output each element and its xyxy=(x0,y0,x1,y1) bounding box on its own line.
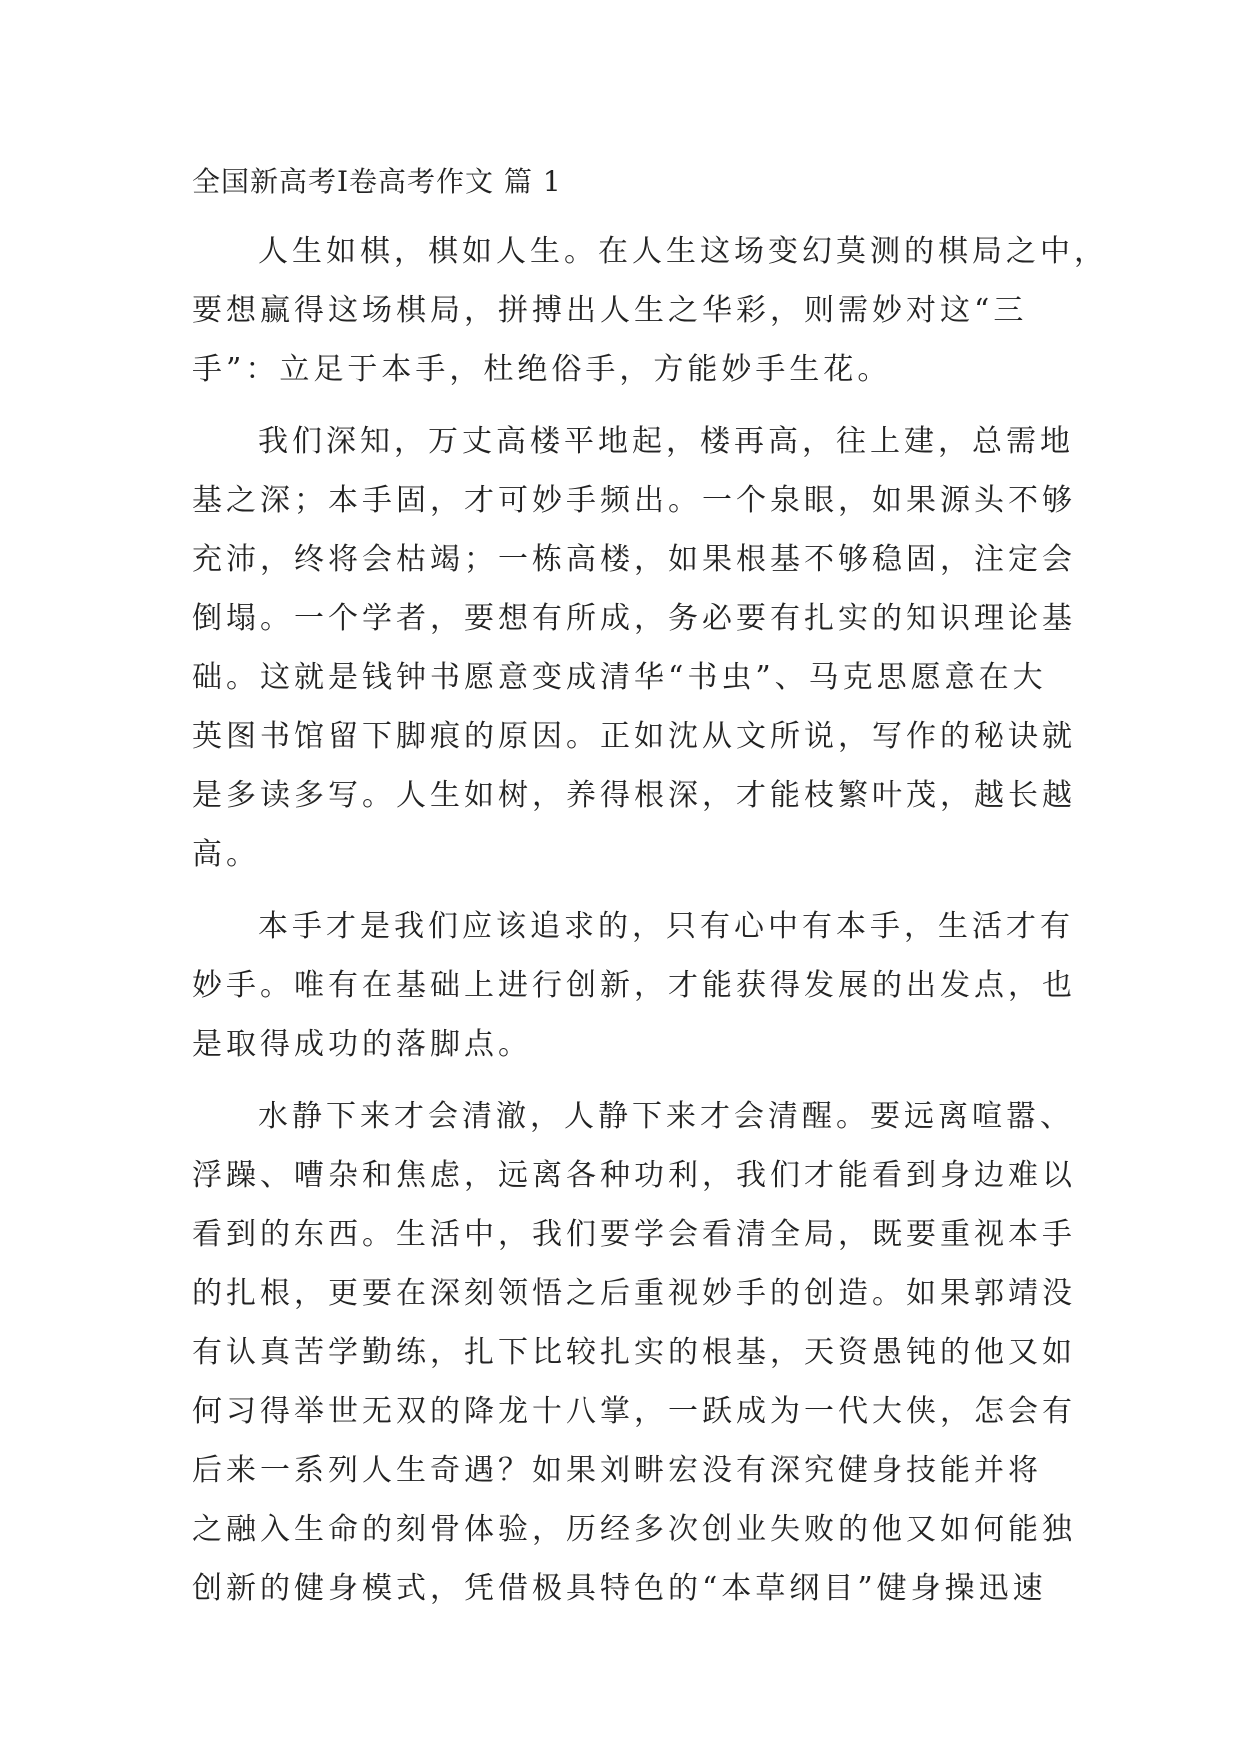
paragraph xyxy=(192,897,1076,1074)
text-line: 的扎根，更要在深刻领悟之后重视妙手的创造。如果郭靖没 xyxy=(192,1276,1076,1311)
text-line: 之融入生命的刻骨体验，历经多次创业失败的他又如何能独 xyxy=(192,1512,1076,1547)
text-line: 有认真苦学勤练，扎下比较扎实的根基，天资愚钝的他又如 xyxy=(192,1335,1076,1370)
paragraph xyxy=(192,412,1076,884)
text-line: 倒塌。一个学者，要想有所成，务必要有扎实的知识理论基 xyxy=(192,601,1076,636)
text-line: 是取得成功的落脚点。 xyxy=(192,1027,532,1062)
document-title: 全国新高考Ⅰ卷高考作文 篇 1 xyxy=(192,165,562,198)
text-line: 是多读多写。人生如树，养得根深，才能枝繁叶茂，越长越 xyxy=(192,778,1076,813)
text-line: 础。这就是钱钟书愿意变成清华“书虫”、马克思愿意在大 xyxy=(192,660,1047,695)
text-line: 本手才是我们应该追求的，只有心中有本手，生活才有 xyxy=(258,909,1074,944)
text-line: 后来一系列人生奇遇？如果刘畊宏没有深究健身技能并将 xyxy=(192,1453,1042,1488)
text-line: 基之深；本手固，才可妙手频出。一个泉眼，如果源头不够 xyxy=(192,483,1076,518)
text-line: 创新的健身模式，凭借极具特色的“本草纲目”健身操迅速 xyxy=(192,1571,1047,1606)
text-line: 高。 xyxy=(192,837,260,872)
text-line: 人生如棋，棋如人生。在人生这场变幻莫测的棋局之中， xyxy=(258,234,1108,269)
paragraph xyxy=(192,1087,1076,1618)
text-line: 何习得举世无双的降龙十八掌，一跃成为一代大侠，怎会有 xyxy=(192,1394,1076,1429)
text-line: 看到的东西。生活中，我们要学会看清全局，既要重视本手 xyxy=(192,1217,1076,1252)
paragraph xyxy=(192,222,1108,399)
text-line: 要想赢得这场棋局，拼搏出人生之华彩，则需妙对这“三 xyxy=(192,293,1028,328)
document-body xyxy=(192,222,1108,1631)
text-line: 妙手。唯有在基础上进行创新，才能获得发展的出发点，也 xyxy=(192,968,1076,1003)
text-line: 浮躁、嘈杂和焦虑，远离各种功利，我们才能看到身边难以 xyxy=(192,1158,1076,1193)
text-line: 手”：立足于本手，杜绝俗手，方能妙手生花。 xyxy=(192,352,892,387)
text-line: 英图书馆留下脚痕的原因。正如沈从文所说，写作的秘诀就 xyxy=(192,719,1076,754)
text-line: 我们深知，万丈高楼平地起，楼再高，往上建，总需地 xyxy=(258,424,1074,459)
text-line: 充沛，终将会枯竭；一栋高楼，如果根基不够稳固，注定会 xyxy=(192,542,1076,577)
text-line: 水静下来才会清澈，人静下来才会清醒。要远离喧嚣、 xyxy=(258,1099,1074,1134)
